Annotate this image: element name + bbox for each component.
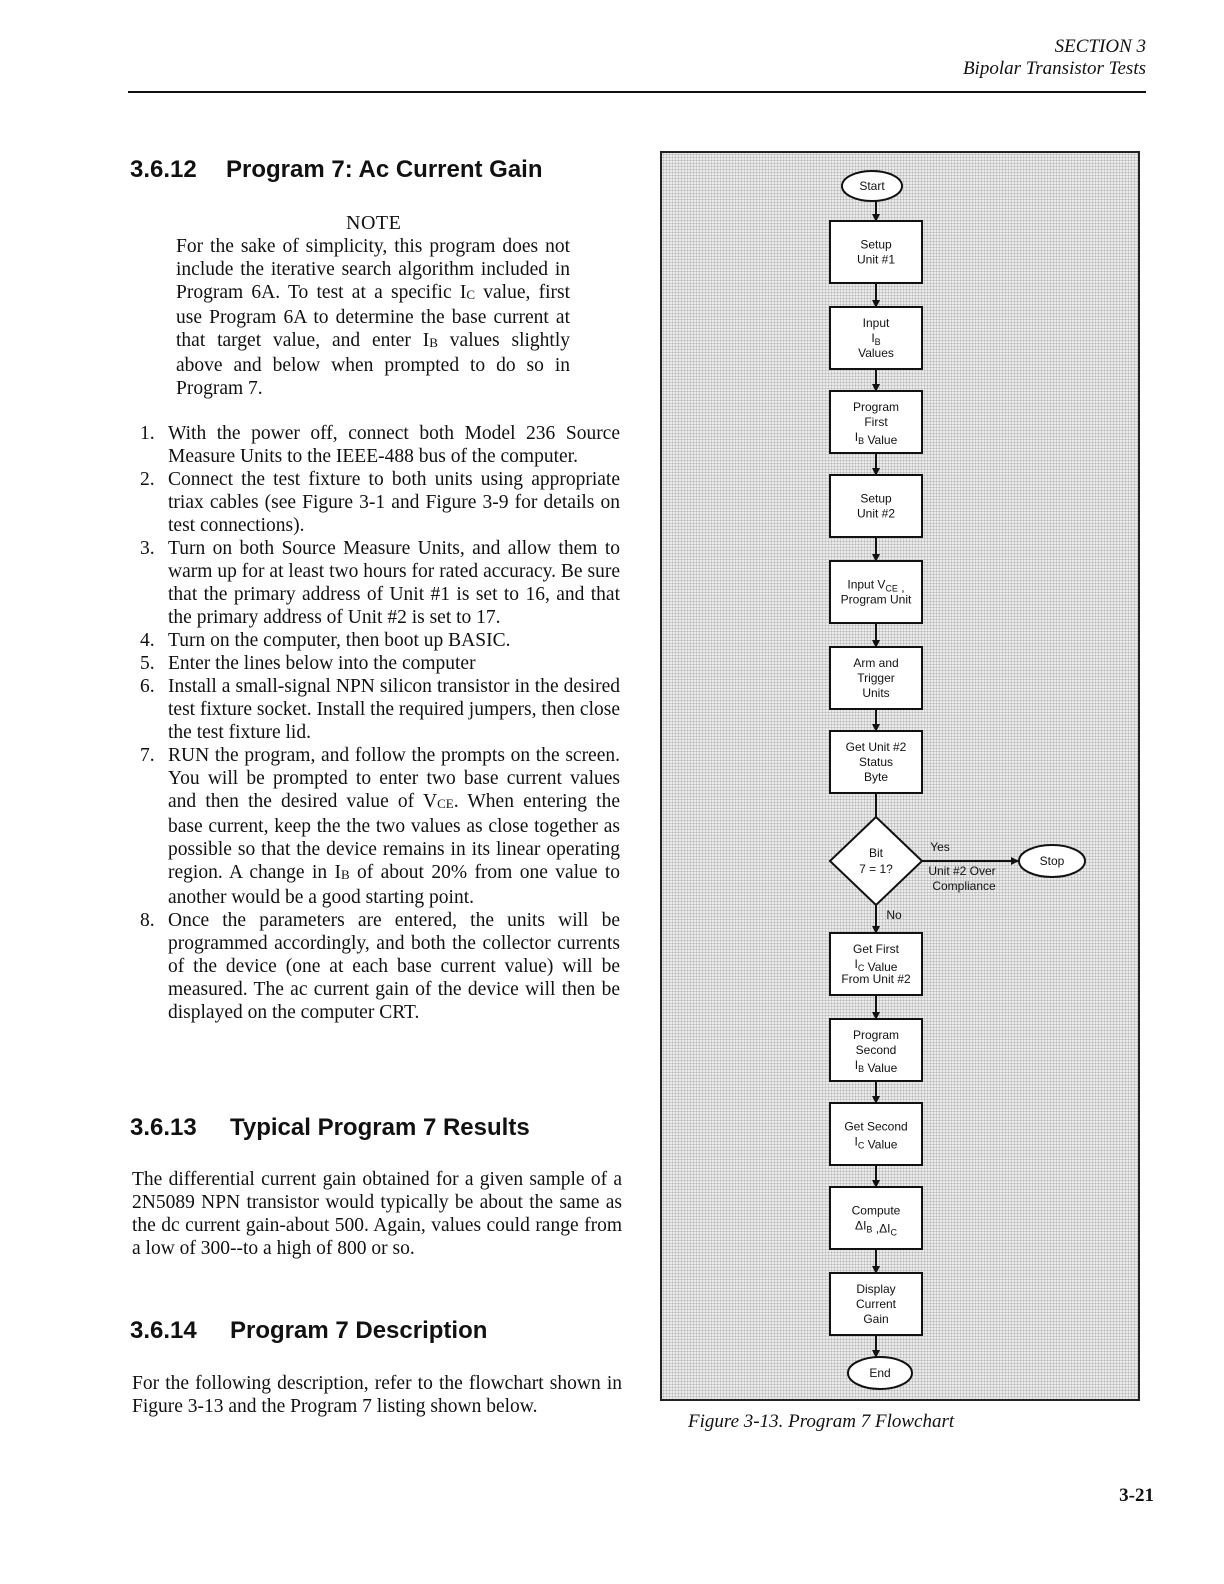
step-text: RUN the program, and follow the prompts on the screen. You will be prompted to enter two base current values and then the desired value of VCE. When entering the base current, keep the the two values as close together as possible so that the device remains in its linear operating region. A change in IB of about 20% from one value to another would be a good starting point. — [168, 745, 621, 908]
process-label: Current — [855, 1297, 897, 1311]
flowchart — [662, 153, 1138, 1399]
description-paragraph: For the following description, refer to the flowchart shown in Figure 3-13 and the Program 7 listing shown below. — [132, 1373, 622, 1417]
step-item — [136, 744, 620, 909]
yes-note-label: Unit #2 Over — [928, 864, 996, 878]
process-box — [830, 1187, 922, 1249]
process-label: Compute — [851, 1203, 901, 1218]
step-text: Turn on both Source Measure Units, and allow them to warm up for at least two hours for rated accuracy. Be sure that the primary address of Unit #1 is set to 16, and that the primary address of Unit #2 is set to 17. — [168, 538, 620, 628]
yes-label: Yes — [930, 840, 950, 854]
step-item — [136, 652, 620, 675]
step-item — [136, 629, 620, 652]
process-label: $\Delta I_B$ $,\Delta I_C$ — [855, 1218, 897, 1238]
decision-label: Bit — [868, 846, 884, 860]
process-label: Program — [852, 1028, 900, 1042]
process-label: Program Unit — [840, 592, 912, 607]
step-item — [136, 468, 620, 537]
step-text: Once the parameters are entered, the units will be programmed accordingly, and both the collector currents of the device (one at each base current value) will be measured. The ac current gain of the device will then be displayed on the computer CRT. — [168, 910, 620, 1023]
process-label: Status — [858, 755, 894, 769]
running-header — [963, 36, 1146, 80]
process-label: Gain — [863, 1312, 889, 1326]
header-rule — [128, 91, 1146, 93]
step-item — [136, 909, 620, 1024]
process-label: Get Second — [844, 1119, 908, 1134]
step-number: 5. — [140, 653, 155, 674]
process-label: Unit #2 — [856, 506, 896, 521]
process-label: Get Unit #2 — [845, 740, 907, 754]
process-label: Second — [855, 1043, 897, 1057]
process-label: First — [864, 415, 888, 429]
flowchart-frame — [660, 151, 1140, 1401]
heading-title: Program 7 Description — [230, 1317, 488, 1344]
process-label: $I_B$ Value — [854, 1058, 898, 1075]
step-text: With the power off, connect both Model 236 Source Measure Units to the IEEE-488 bus of the computer. — [168, 423, 620, 467]
process-label: $I_B$ Value — [854, 430, 898, 447]
process-label: Input $V_{CE}$ , — [847, 577, 905, 595]
heading-number: 3.6.12 — [130, 156, 197, 183]
yes-note-label: Compliance — [932, 879, 996, 893]
process-label: Input — [862, 316, 890, 330]
step-item — [136, 422, 620, 468]
step-text: Enter the lines below into the computer — [168, 653, 476, 674]
note-body: For the sake of simplicity, this program does not include the iterative search algorithm included in Program 6A. To test at a specific IC value, first use Program 6A to determine the base current at that target value, and enter IB values slightly above and below when prompted to do so in Program 7. — [176, 236, 571, 399]
process-label: $I_C$ Value — [854, 1134, 898, 1152]
process-label: Trigger — [857, 671, 895, 685]
step-text: Install a small-signal NPN silicon transistor in the desired test fixture socket. Install the required jumpers, then close the test fixture lid. — [168, 676, 620, 743]
heading-title: Program 7: Ac Current Gain — [226, 156, 543, 183]
step-text: Turn on the computer, then boot up BASIC. — [168, 630, 511, 651]
step-item — [136, 675, 620, 744]
process-label: Unit #1 — [856, 252, 896, 267]
step-text: Connect the test fixture to both units using appropriate triax cables (see Figure 3-1 and Figure 3-9 for details on test connections). — [168, 469, 620, 536]
stop-label: Stop — [1039, 854, 1065, 868]
figure-caption: Figure 3-13. Program 7 Flowchart — [688, 1411, 955, 1432]
heading-3-6-14 — [130, 1317, 487, 1345]
start-label: Start — [859, 179, 885, 193]
step-number: 8. — [140, 910, 155, 931]
step-number: 7. — [140, 745, 155, 766]
step-number: 1. — [140, 423, 155, 444]
step-number: 2. — [140, 469, 155, 490]
heading-3-6-13 — [130, 1114, 530, 1142]
end-label: End — [869, 1366, 891, 1380]
decision-diamond — [830, 817, 922, 905]
heading-number: 3.6.14 — [130, 1317, 197, 1344]
process-label: Program — [852, 400, 900, 414]
process-label: Setup — [860, 237, 892, 252]
step-number: 6. — [140, 676, 155, 697]
heading-title: Typical Program 7 Results — [230, 1114, 530, 1141]
decision-label: 7 = 1? — [859, 862, 893, 876]
process-box — [830, 1103, 922, 1165]
page-number: 3-21 — [1119, 1485, 1154, 1506]
step-item — [136, 537, 620, 629]
step-number: 3. — [140, 538, 155, 559]
process-label: Units — [862, 686, 890, 700]
process-label: Byte — [863, 770, 889, 784]
procedure-steps — [136, 422, 620, 1024]
process-label: From Unit #2 — [841, 972, 911, 986]
process-label: Values — [858, 346, 894, 360]
process-label: Get First — [852, 942, 900, 956]
results-paragraph: The differential current gain obtained for a given sample of a 2N5089 NPN transistor would typically be about the same as the dc current gain-about 500. Again, values could range from a low of 300--to a high of 800 or so. — [132, 1169, 622, 1259]
header-section: SECTION 3 — [1054, 36, 1146, 57]
process-label: Arm and — [853, 656, 899, 670]
step-number: 4. — [140, 630, 155, 651]
heading-number: 3.6.13 — [130, 1114, 197, 1141]
no-label: No — [886, 908, 902, 922]
process-label: Setup — [860, 491, 892, 506]
heading-3-6-12 — [130, 156, 543, 184]
note-title: NOTE — [346, 212, 402, 234]
process-label: $I_C$ Value — [854, 957, 898, 974]
process-label: Display — [856, 1282, 896, 1296]
header-title: Bipolar Transistor Tests — [962, 58, 1146, 79]
process-label: $I_B$ — [871, 331, 881, 347]
